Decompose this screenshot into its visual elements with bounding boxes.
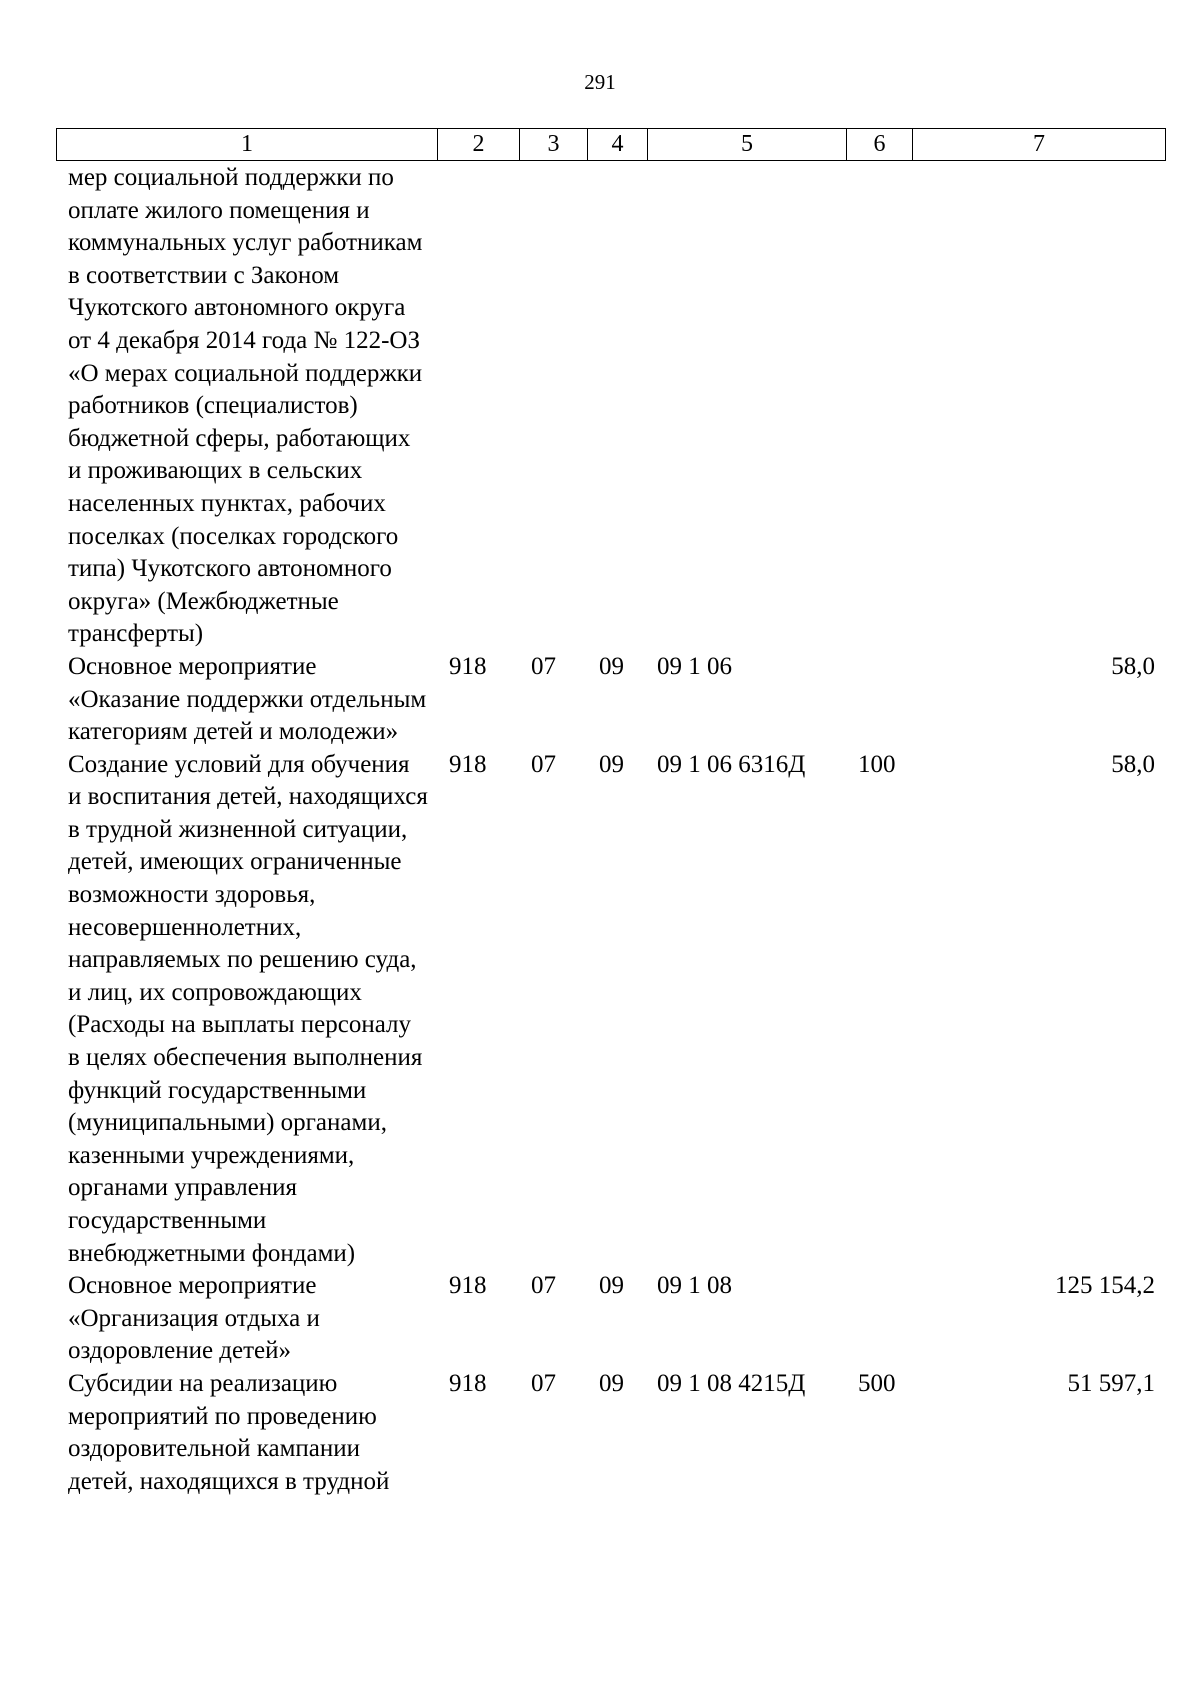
row-grbs [437, 162, 519, 651]
header-col-7: 7 [913, 129, 1166, 161]
row-name: Субсидии на реализацию мероприятий по проведению оздоровительной кампании детей, находящихся в трудной [68, 1369, 390, 1495]
row-rz [519, 162, 587, 651]
header-col-2: 2 [438, 129, 520, 161]
row-csr: 09 1 06 [657, 652, 732, 680]
row-name: Основное мероприятие «Оказание поддержки отдельным категориям детей и молодежи» [68, 652, 427, 746]
row-sum: 51 597,1 [1067, 1369, 1155, 1397]
row-vr [846, 1270, 912, 1368]
row-vr [846, 162, 912, 651]
row-grbs: 918 [449, 750, 487, 778]
table-row [56, 651, 1165, 749]
row-name: Основное мероприятие «Организация отдыха и оздоровление детей» [68, 1272, 320, 1365]
header-col-6: 6 [847, 129, 913, 161]
page-number: 291 [584, 70, 616, 94]
row-sum: 58,0 [1111, 750, 1155, 778]
row-sum: 125 154,2 [1055, 1272, 1155, 1300]
row-pr [587, 162, 647, 651]
row-rz: 07 [531, 1369, 556, 1397]
header-col-5: 5 [648, 129, 847, 161]
row-vr: 500 [858, 1369, 896, 1397]
row-grbs: 918 [449, 652, 487, 680]
row-grbs: 918 [449, 1369, 487, 1397]
column-number-header [56, 128, 1166, 161]
row-grbs: 918 [449, 1272, 487, 1300]
header-col-4: 4 [588, 129, 648, 161]
row-rz: 07 [531, 750, 556, 778]
row-sum: 58,0 [1111, 652, 1155, 680]
row-name: Создание условий для обучения и воспитания детей, находящихся в трудной жизненной ситуации, детей, имеющих ограниченные возможности здоровья, несовершеннолетних, направляемых по решению суда, и лиц, их сопровождающих (Расходы на выплаты персоналу в целях обеспечения выполнения функций государственными (муниципальными) органами, казенными учреждениями, органами управления государственными внебюджетными фондами) [68, 750, 428, 1267]
table-row [56, 1270, 1165, 1368]
row-sum [912, 162, 1165, 651]
row-vr [846, 651, 912, 749]
row-pr: 09 [599, 652, 624, 680]
budget-table-body [56, 162, 1165, 1498]
header-row [57, 129, 1166, 161]
row-rz: 07 [531, 652, 556, 680]
header-col-3: 3 [520, 129, 588, 161]
table-row [56, 749, 1165, 1271]
row-name: мер социальной поддержки по оплате жилого помещения и коммунальных услуг работникам в соответствии с Законом Чукотского автономного округа от 4 декабря 2014 года № 122-ОЗ «О мерах социальной поддержки работников (специалистов) бюджетной сферы, работающих и проживающих в сельских населенных пунктах, рабочих поселках (поселках городского типа) Чукотского автономного округа» (Межбюджетные трансферты) [68, 164, 423, 648]
row-csr [647, 162, 846, 651]
row-csr: 09 1 08 [657, 1272, 732, 1300]
row-vr: 100 [858, 750, 896, 778]
row-csr: 09 1 06 6316Д [657, 750, 806, 778]
header-col-1: 1 [57, 129, 438, 161]
row-csr: 09 1 08 4215Д [657, 1369, 806, 1397]
row-pr: 09 [599, 1272, 624, 1300]
row-rz: 07 [531, 1272, 556, 1300]
row-pr: 09 [599, 750, 624, 778]
table-row [56, 1368, 1165, 1498]
row-pr: 09 [599, 1369, 624, 1397]
table-row [56, 162, 1165, 651]
